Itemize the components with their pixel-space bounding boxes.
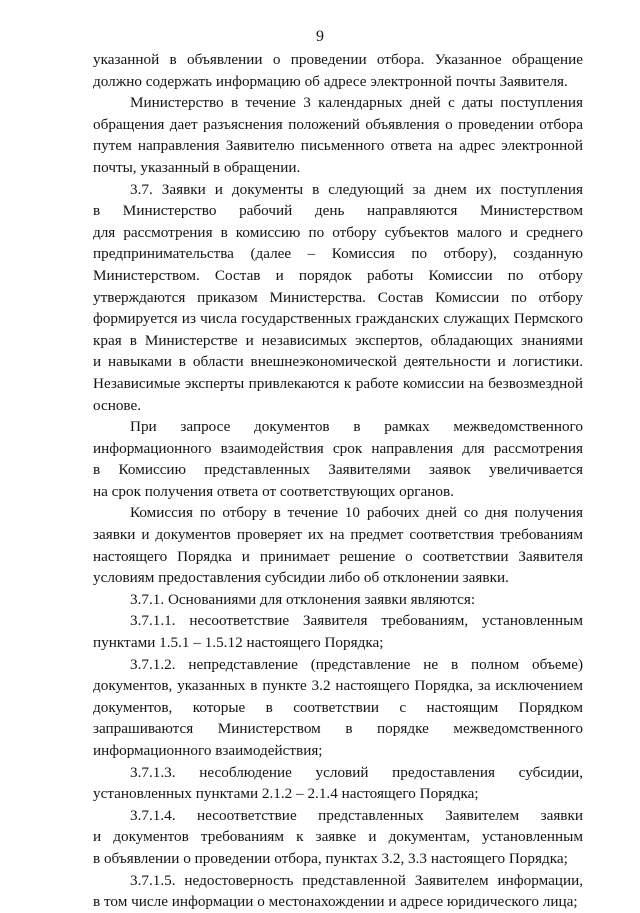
text-line: в том числе информации о местонахождении и адресе юридического лица;	[93, 893, 578, 911]
text-line: 3.7. Заявки и документы в следующий за днем их поступления	[130, 180, 583, 198]
text-line: запрашиваются Министерством в порядке межведомственного	[93, 720, 583, 738]
page-number: 9	[316, 28, 324, 45]
text-line: заявки и документов проверяет их на предмет соответствия требованиям	[93, 526, 583, 544]
text-line: Независимые эксперты привлекаются к работе комиссии на безвозмездной	[93, 374, 583, 392]
text-line: утверждаются приказом Министерства. Состав Комиссии по отбору	[93, 288, 583, 306]
text-line: информационного взаимодействия;	[93, 742, 323, 759]
text-line: в Министерство рабочий день направляются Министерством	[93, 202, 583, 220]
text-line: почты, указанный в обращении.	[93, 158, 301, 176]
text-line: пунктами 1.5.1 – 1.5.12 настоящего Порядка;	[93, 634, 384, 652]
text-line: 3.7.1.3. несоблюдение условий предоставления субсидии,	[130, 763, 583, 781]
text-line: формируется из числа государственных гражданских служащих Пермского	[93, 310, 583, 328]
text-line: документов, которые в соответствии с настоящим Порядком	[93, 698, 583, 716]
text-line: настоящего Порядка и принимает решение о соответствии Заявителя	[93, 547, 583, 565]
text-line: 3.7.1.5. недостоверность представленной Заявителем информации,	[130, 871, 583, 889]
document-body	[93, 49, 583, 913]
text-line: 3.7.1. Основаниями для отклонения заявки являются:	[130, 590, 476, 608]
text-line: 3.7.1.1. несоответствие Заявителя требованиям, установленным	[130, 612, 583, 630]
text-line: документов, указанных в пункте 3.2 настоящего Порядка, за исключением	[93, 677, 583, 695]
text-line: Комиссия по отбору в течение 10 рабочих дней со дня получения	[130, 504, 583, 522]
text-line: на срок получения ответа от соответствующих органов.	[93, 482, 454, 500]
text-line: должно содержать информацию об адресе электронной почты Заявителя.	[93, 72, 568, 90]
text-line: в объявлении о проведении отбора, пунктах 3.2, 3.3 настоящего Порядка;	[93, 849, 568, 867]
text-line: предпринимательства (далее – Комиссия по отбору), созданную	[93, 245, 583, 263]
text-line: и документов требованиям к заявке и документам, установленным	[93, 828, 583, 846]
text-line: и навыками в области внешнеэкономической деятельности и логистики.	[93, 353, 583, 371]
text-line: путем направления Заявителю письменного ответа на адрес электронной	[93, 137, 583, 155]
text-line: основе.	[93, 396, 142, 414]
text-line: информационного взаимодействия срок направления для рассмотрения	[93, 439, 583, 457]
text-line: Министерство в течение 3 календарных дней с даты поступления	[130, 94, 583, 112]
text-line: указанной в объявлении о проведении отбора. Указанное обращение	[93, 51, 583, 68]
text-line: в Комиссию представленных Заявителями заявок увеличивается	[93, 461, 583, 479]
text-line: Министерством. Состав и порядок работы Комиссии по отбору	[93, 266, 583, 284]
text-line: для рассмотрения в комиссию по отбору субъектов малого и среднего	[93, 223, 583, 241]
text-line: края в Министерстве и независимых экспертов, обладающих знаниями	[93, 331, 583, 349]
text-line: условиям предоставления субсидии либо об отклонении заявки.	[93, 569, 509, 587]
text-line: При запросе документов в рамках межведомственного	[130, 418, 583, 436]
text-line: 3.7.1.4. несоответствие представленных Заявителем заявки	[130, 806, 583, 824]
text-line: установленных пунктами 2.1.2 – 2.1.4 настоящего Порядка;	[93, 785, 479, 803]
text-line: 3.7.1.2. непредставление (представление не в полном объеме)	[130, 655, 583, 673]
text-line: обращения дает разъяснения положений объявления о проведении отбора	[93, 115, 583, 133]
